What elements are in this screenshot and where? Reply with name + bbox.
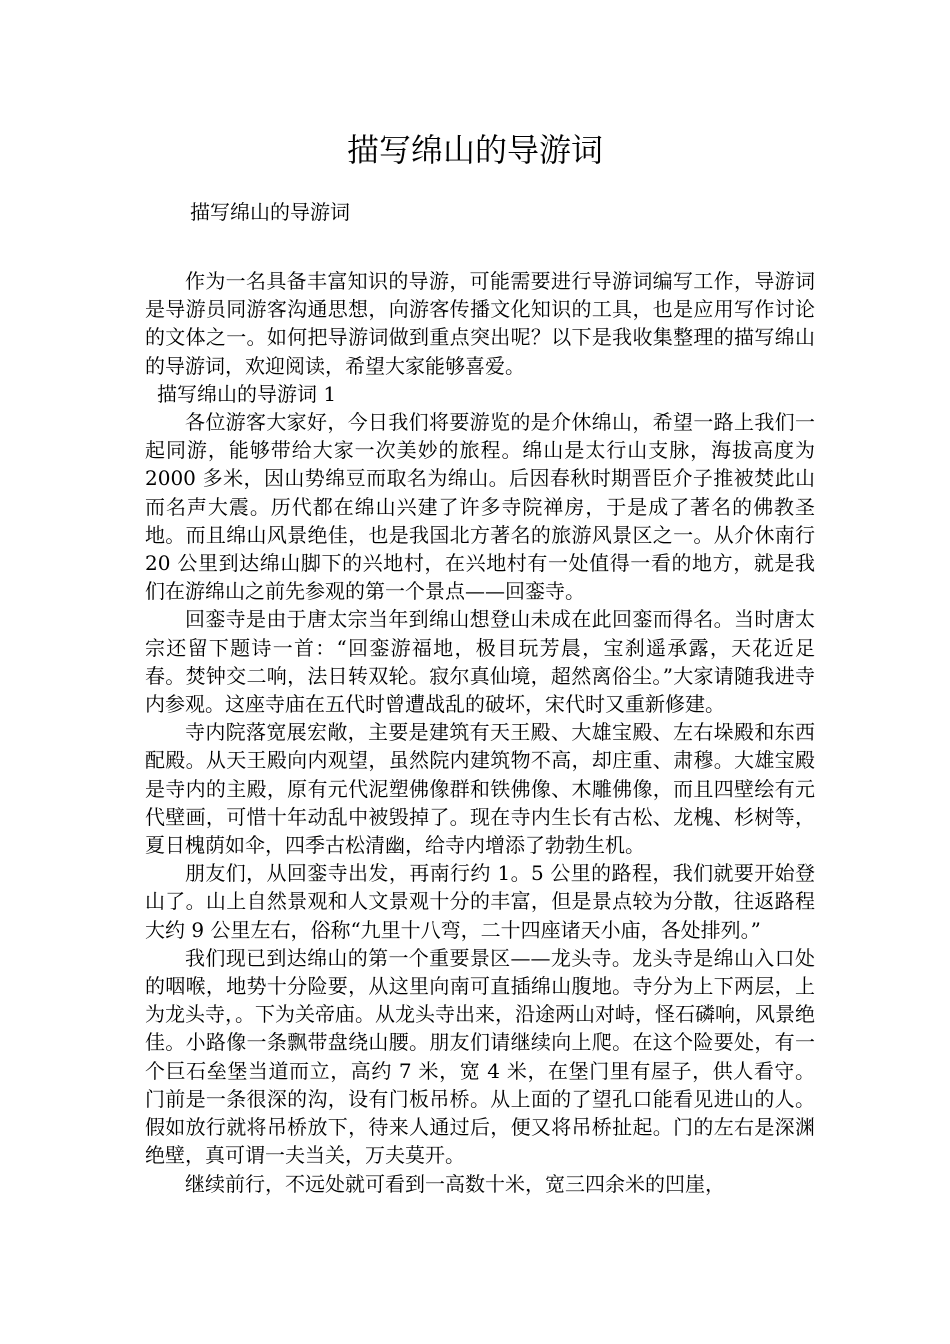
body-paragraph: 朋友们，从回銮寺出发，再南行约 1。5 公里的路程，我们就要开始登山了。山上自然景观和人文景观十分的丰富，但是景点较为分散，往返路程大约 9 公里左右，俗称“九里十八弯，二十四座诸天小庙，各处排列。”	[145, 861, 815, 942]
document-title: 描写绵山的导游词	[346, 131, 603, 169]
intro-paragraph: 作为一名具备丰富知识的导游，可能需要进行导游词编写工作，导游词是导游员同游客沟通思想，向游客传播文化知识的工具，也是应用写作讨论的文体之一。如何把导游词做到重点突出呢？以下是我收集整理的描写绵山的导游词，欢迎阅读，希望大家能够喜爱。	[145, 269, 815, 378]
document-body	[145, 267, 815, 1198]
body-paragraph: 我们现已到达绵山的第一个重要景区——龙头寺。龙头寺是绵山入口处的咽喉，地势十分险要，从这里向南可直插绵山腹地。寺分为上下两层，上为龙头寺，。下为关帝庙。从龙头寺出来，沿途两山对峙，怪石磷响，风景绝佳。小路像一条飘带盘绕山腰。朋友们请继续向上爬。在这个险要处，有一个巨石垒堡当道而立，高约 7 米，宽 4 米，在堡门里有屋子，供人看守。门前是一条很深的沟，设有门板吊桥。从上面的了望孔口能看见进山的人。假如放行就将吊桥放下，待来人通过后，便又将吊桥扯起。门的左右是深渊绝壁，真可谓一夫当关，万夫莫开。	[145, 945, 815, 1168]
body-paragraph: 回銮寺是由于唐太宗当年到绵山想登山未成在此回銮而得名。当时唐太宗还留下题诗一首：“回銮游福地，极目玩芳晨，宝刹遥承露，天花近足春。焚钟交二响，法日转双轮。寂尔真仙境，超然离俗尘。”大家请随我进寺内参观。这座寺庙在五代时曾遭战乱的破坏，宋代时又重新修建。	[145, 607, 815, 717]
document-subtitle: 描写绵山的导游词	[190, 200, 350, 224]
body-paragraph: 各位游客大家好，今日我们将要游览的是介休绵山，希望一路上我们一起同游，能够带给大家一次美妙的旅程。绵山是太行山支脉，海拔高度为 2000 多米，因山势绵豆而取名为绵山。后因春秋时期晋臣介子推被焚此山而名声大震。历代都在绵山兴建了许多寺院禅房，于是成了著名的佛教圣地。而且绵山风景绝佳，也是我国北方著名的旅游风景区之一。从介休南行 20 公里到达绵山脚下的兴地村，在兴地村有一处值得一看的地方，就是我们在游绵山之前先参观的第一个景点——回銮寺。	[145, 410, 815, 604]
section-heading: 描写绵山的导游词 1	[157, 381, 337, 406]
body-paragraph: 继续前行，不远处就可看到一高数十米，宽三四余米的凹崖，	[185, 1171, 725, 1196]
body-paragraph: 寺内院落宽展宏敞，主要是建筑有天王殿、大雄宝殿、左右垛殿和东西配殿。从天王殿向内观望，虽然院内建筑物不高，却庄重、肃穆。大雄宝殿是寺内的主殿，原有元代泥塑佛像群和铁佛像、木雕佛像，而且四壁绘有元代壁画，可惜十年动乱中被毁掉了。现在寺内生长有古松、龙槐、杉树等，夏日槐荫如伞，四季古松清幽，给寺内增添了勃勃生机。	[145, 720, 815, 858]
